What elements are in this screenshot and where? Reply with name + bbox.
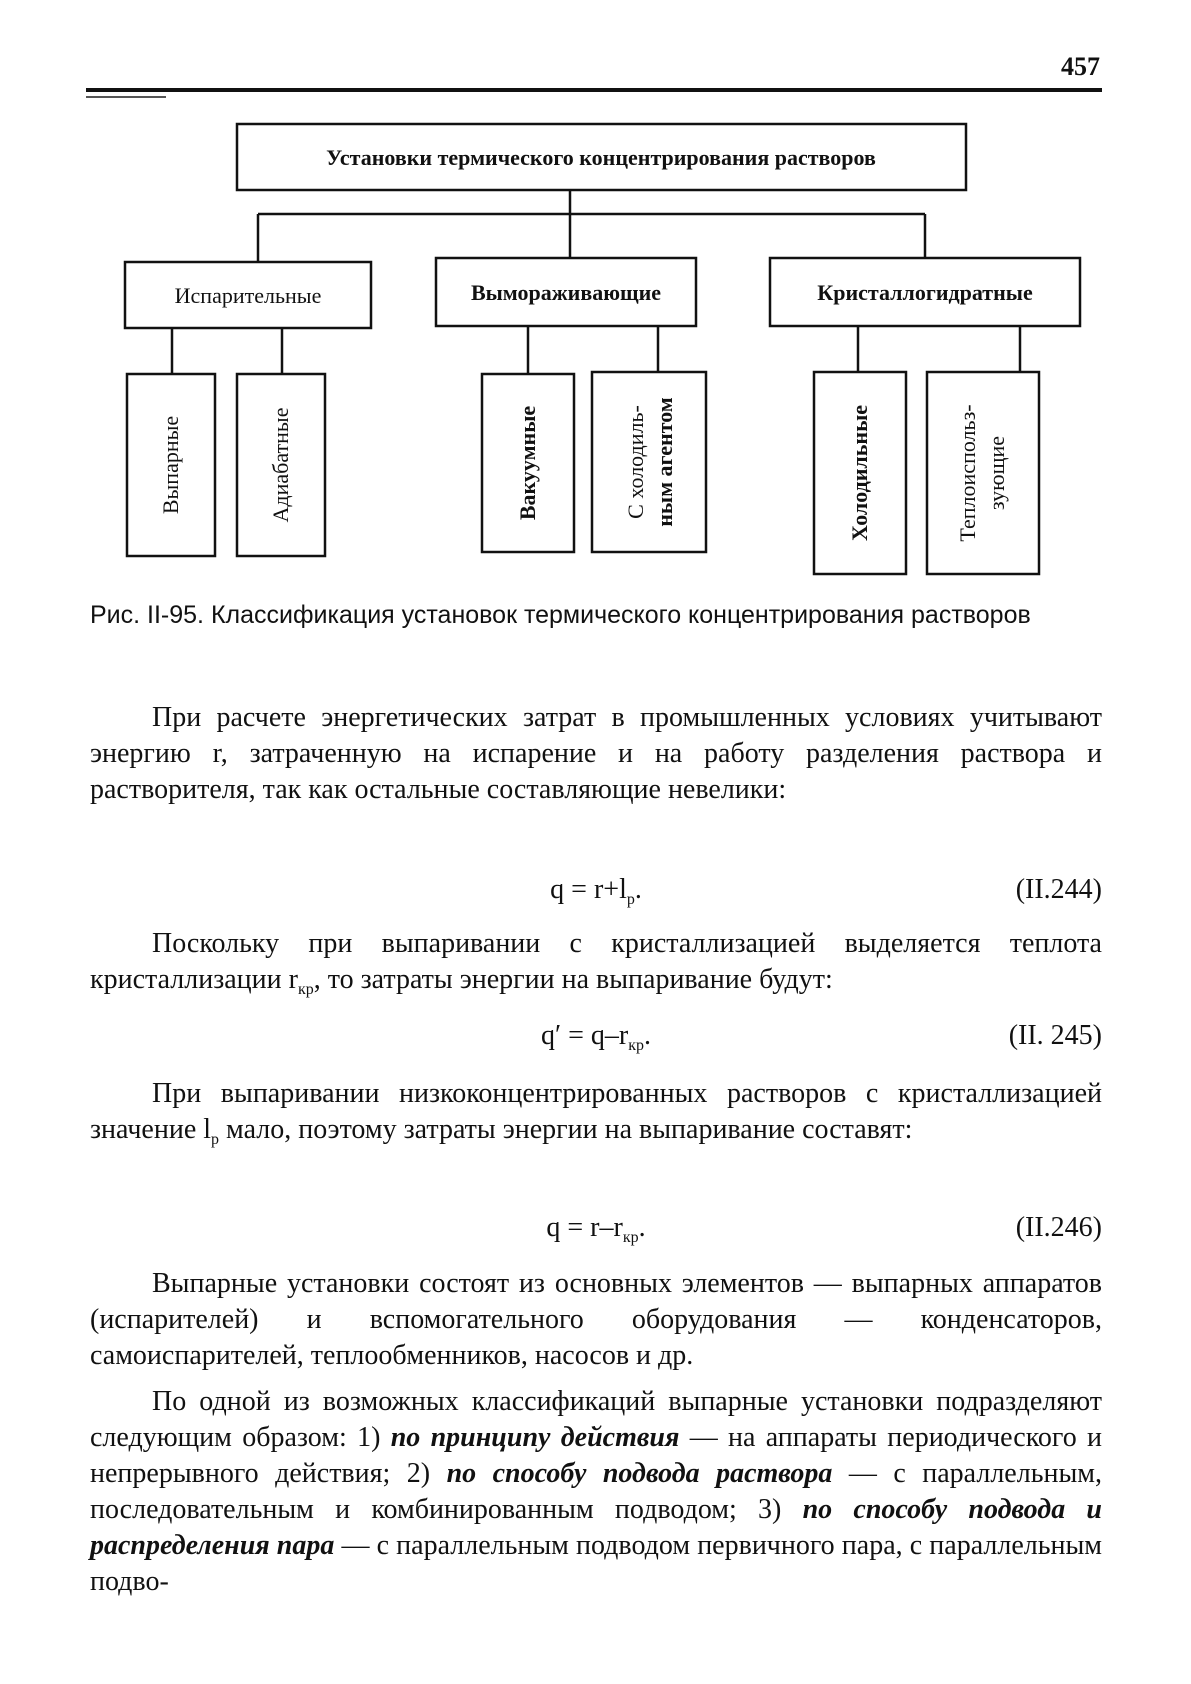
- root-label: Установки термического концентрирования растворов: [326, 145, 876, 170]
- child-label-1: Выпарные: [158, 415, 183, 515]
- formula-246-sub: кр: [622, 1229, 639, 1246]
- page-number: 457: [1061, 52, 1100, 81]
- formula-245-tail: .: [644, 1020, 652, 1051]
- group-label-1: Испарительные: [174, 283, 322, 308]
- formula-246-tail: .: [638, 1212, 646, 1243]
- child-label-2: Адиабатные: [268, 407, 293, 523]
- child-box-6: [927, 372, 1039, 574]
- formula-245-sub: кр: [628, 1037, 645, 1054]
- child-label-5: Холодильные: [847, 404, 872, 542]
- child-label-4b: ным агентом: [652, 397, 677, 527]
- formula-245-expr: q′ = q–r: [540, 1020, 629, 1051]
- child-label-3: Вакуумные: [515, 405, 540, 521]
- formula-246-expr: q = r–r: [546, 1212, 623, 1243]
- group-label-3: Кристаллогидратные: [817, 280, 1033, 305]
- child-box-4: [592, 372, 706, 552]
- formula-246: [90, 1210, 1102, 1246]
- paragraph-3: При выпаривании низкоконцентрированных растворов с кристаллизацией значение $l_р$ мало, поэтому затраты энергии на выпаривание составят:: [90, 1078, 1102, 1148]
- formula-246-number: (II.246): [1015, 1212, 1102, 1243]
- formula-244-expr: q = r+l: [550, 874, 627, 905]
- child-label-6b: зующие: [984, 435, 1009, 511]
- formula-244-sub: р: [626, 891, 635, 908]
- formula-245: [90, 1018, 1102, 1054]
- child-label-6a: Теплоиспольз-: [955, 404, 980, 542]
- formula-244-number: (II.244): [1015, 874, 1102, 905]
- figure-caption: Рис. II-95. Классификация установок термического концентрирования растворов: [90, 601, 1031, 629]
- child-label-4a: С холодиль-: [623, 405, 648, 519]
- paragraph-1: При расчете энергетических затрат в промышленных условиях учитывают энергию r, затраченную на испарение и на работу разделения раствора и растворителя, так как остальные составляющие невелики:: [90, 702, 1102, 805]
- paragraph-2: Поскольку при выпаривании с кристаллизацией выделяется теплота кристаллизации $r_{кр}$, то затраты энергии на выпаривание будут:: [90, 928, 1102, 998]
- formula-245-number: (II. 245): [1008, 1020, 1102, 1051]
- formula-244-tail: .: [634, 874, 642, 905]
- classification-diagram: [0, 0, 1191, 590]
- paragraph-4: Выпарные установки состоят из основных элементов — выпарных аппаратов (испарителей) и вспомогательного оборудования — конденсаторов, самоиспарителей, теплообменников, насосов и др.: [90, 1268, 1102, 1371]
- paragraph-5: По одной из возможных классификаций выпарные установки подразделяют следующим образом: 1) по принципу действия — на аппараты периодического и непрерывного действия; 2) по способу подвода раствора — с параллельным, последовательным и комбинированным подводом; 3) по способу подвода и распределения пара — с параллельным подводом первичного пара, с параллельным подво-: [90, 1386, 1103, 1597]
- formula-244: [90, 872, 1102, 908]
- group-label-2: Вымораживающие: [470, 280, 662, 305]
